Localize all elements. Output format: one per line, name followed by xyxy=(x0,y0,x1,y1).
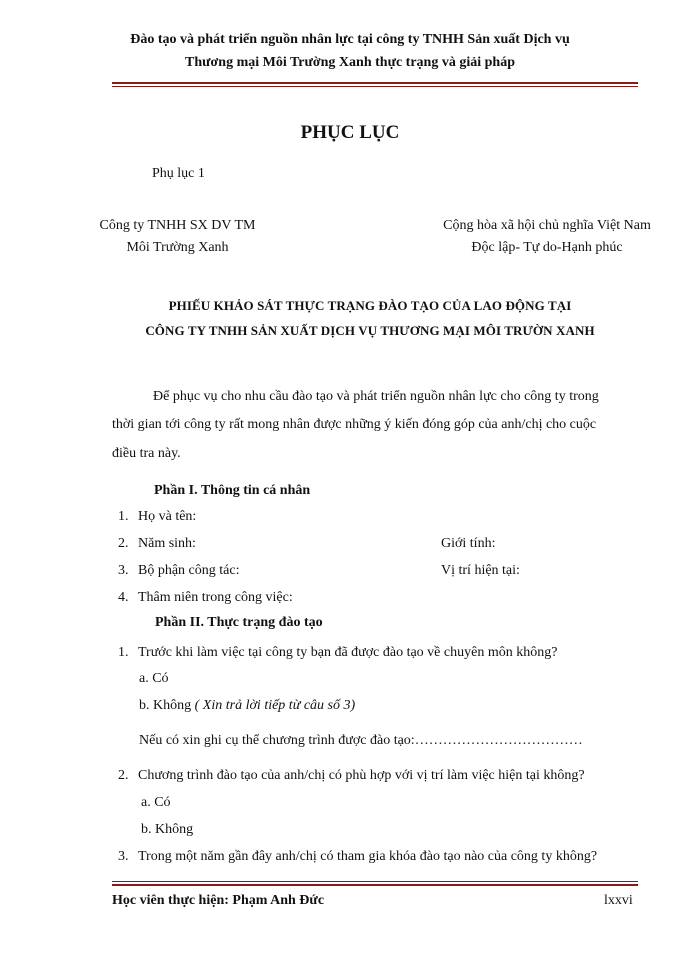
running-header-line-2: Thương mại Môi Trường Xanh thực trạng và giải pháp xyxy=(185,55,515,70)
q1-option-b-note: ( Xin trả lời tiếp từ câu số 3) xyxy=(194,698,356,713)
company-name-line-1: Công ty TNHH SX DV TM xyxy=(99,218,256,233)
q2-option-b: b. Không xyxy=(141,822,194,837)
part1-item-3-right-label: Vị trí hiện tại: xyxy=(441,563,520,578)
company-name-line-2: Môi Trường Xanh xyxy=(126,240,229,255)
survey-title-line-1: PHIẾU KHẢO SÁT THỰC TRẠNG ĐÀO TẠO CỦA LAO ĐỘNG TẠI xyxy=(168,298,572,313)
q3-text: Trong một năm gần đây anh/chị có tham gia khóa đào tạo nào của công ty không? xyxy=(138,849,598,864)
part1-item-3-label: Bộ phận công tác: xyxy=(138,563,240,578)
page-title: PHỤC LỤC xyxy=(300,122,400,143)
intro-line-3: điều tra này. xyxy=(112,446,181,461)
running-header-line-1: Đào tạo và phát triển nguồn nhân lực tại công ty TNHH Sản xuất Dịch vụ xyxy=(130,32,570,47)
footer-author: Học viên thực hiện: Phạm Anh Đức xyxy=(112,893,325,908)
q1-option-b xyxy=(139,698,355,714)
part1-heading: Phần I. Thông tin cá nhân xyxy=(154,483,311,498)
q2-number: 2. xyxy=(118,768,129,783)
q1-followup: Nếu có xin ghi cụ thể chương trình được đào tạo:……………………………… xyxy=(139,733,583,748)
part1-item-2-right-label: Giới tính: xyxy=(441,536,496,551)
part2-heading: Phần II. Thực trạng đào tạo xyxy=(155,615,323,630)
footer-rule-thin xyxy=(112,881,638,882)
q2-text: Chương trình đào tạo của anh/chị có phù hợp với vị trí làm việc hiện tại không? xyxy=(138,768,585,783)
part1-item-3-number: 3. xyxy=(118,563,129,578)
intro-line-2: thời gian tới công ty rất mong nhân được những ý kiến đóng góp của anh/chị cho cuộc xyxy=(112,417,597,432)
part1-item-2-label: Năm sinh: xyxy=(138,536,196,551)
intro-line-1: Để phục vụ cho nhu cầu đào tạo và phát triển nguồn nhân lực cho công ty trong xyxy=(153,389,599,404)
survey-title-line-2: CÔNG TY TNHH SẢN XUẤT DỊCH VỤ THƯƠNG MẠI MÔI TRƯỜN XANH xyxy=(145,323,595,338)
republic-line-1: Cộng hòa xã hội chủ nghĩa Việt Nam xyxy=(443,218,651,233)
q1-text: Trước khi làm việc tại công ty bạn đã được đào tạo về chuyên môn không? xyxy=(138,645,558,660)
part1-item-4-label: Thâm niên trong công việc: xyxy=(138,590,293,605)
q1-option-b-label: b. Không xyxy=(139,698,192,713)
part1-item-1-number: 1. xyxy=(118,509,129,524)
q1-option-a: a. Có xyxy=(139,671,169,686)
page-number: lxxvi xyxy=(604,893,633,908)
header-rule-thick xyxy=(112,82,638,84)
footer-rule-thick xyxy=(112,884,638,886)
appendix-label: Phụ lục 1 xyxy=(152,166,205,181)
republic-motto: Độc lập- Tự do-Hạnh phúc xyxy=(471,240,623,255)
part1-item-1-label: Họ và tên: xyxy=(138,509,197,524)
q2-option-a: a. Có xyxy=(141,795,171,810)
part1-item-2-number: 2. xyxy=(118,536,129,551)
q1-number: 1. xyxy=(118,645,129,660)
header-rule-thin xyxy=(112,86,638,87)
part1-item-4-number: 4. xyxy=(118,590,129,605)
q3-number: 3. xyxy=(118,849,129,864)
